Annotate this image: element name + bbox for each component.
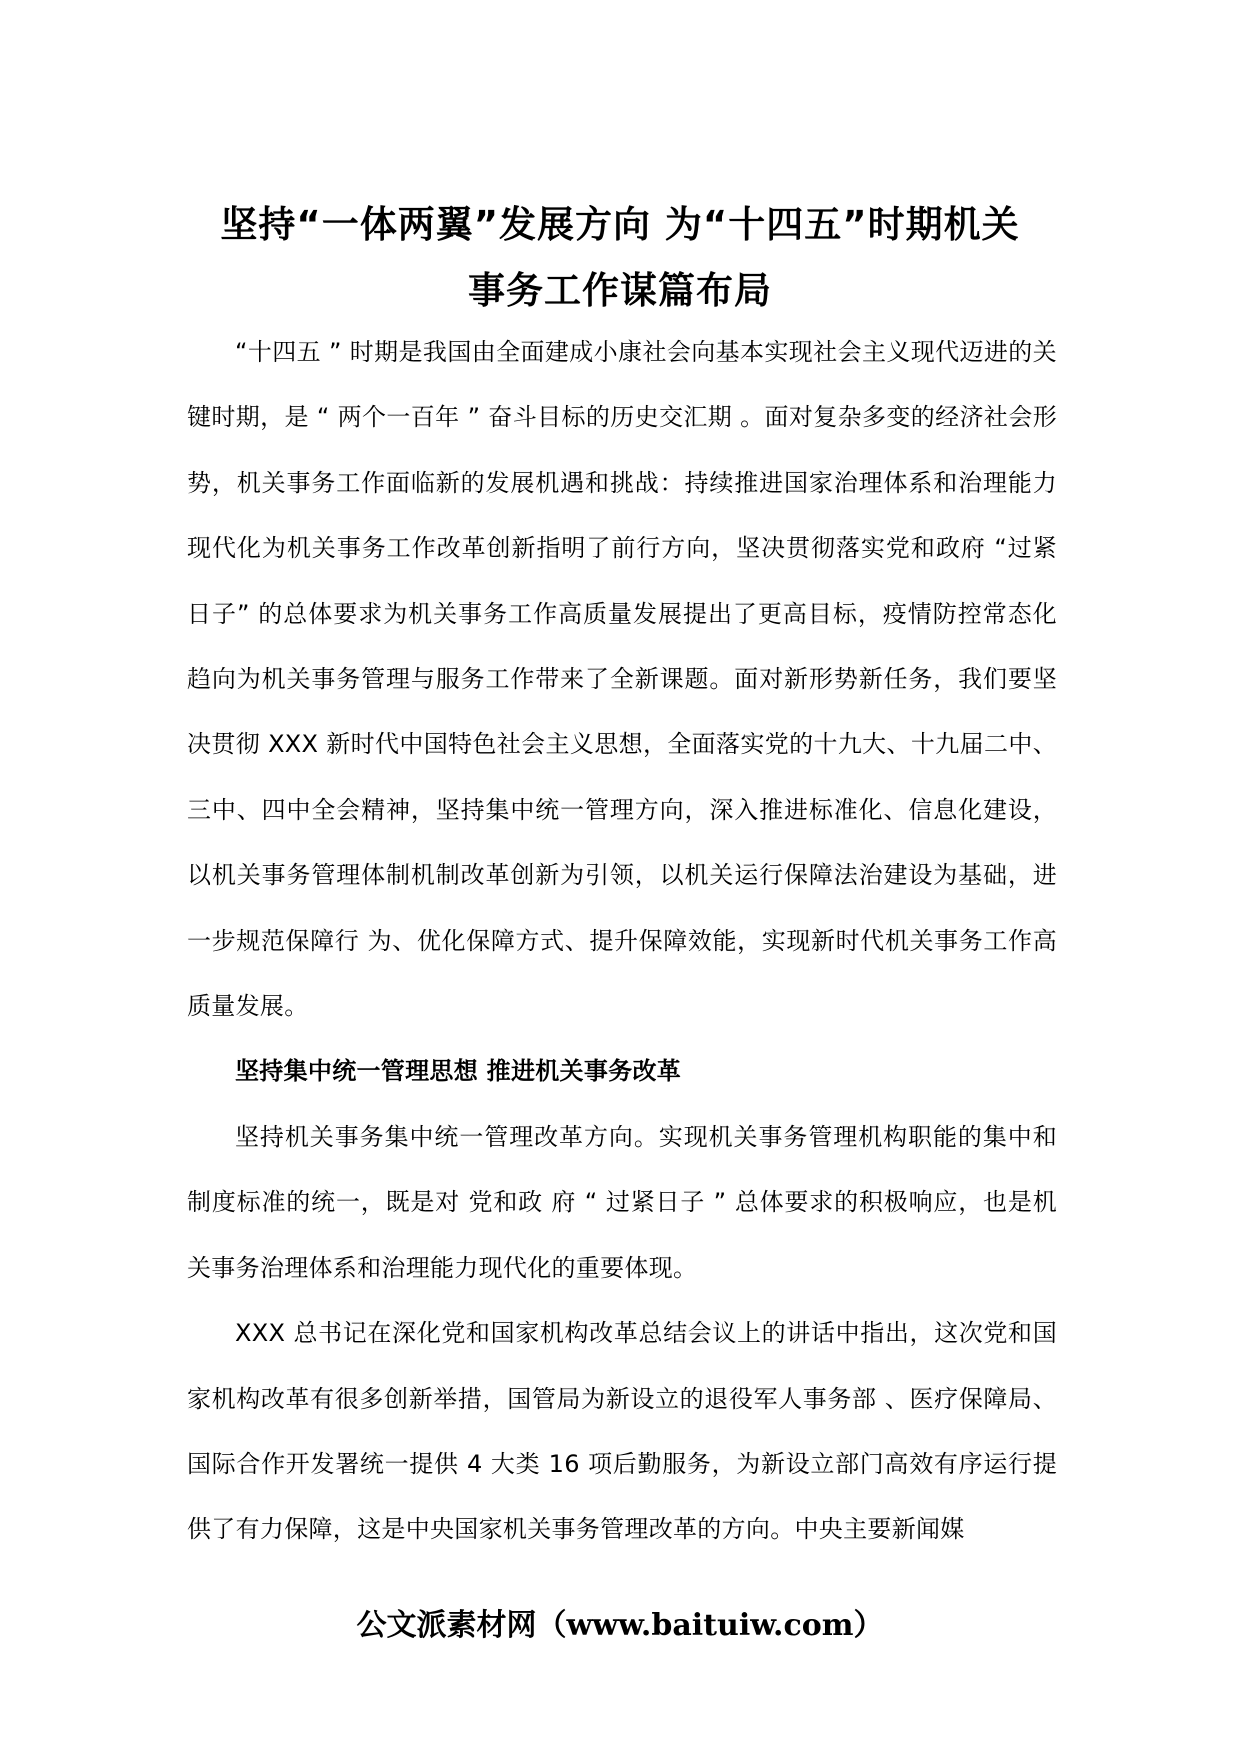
document-body [187,320,1057,1563]
intro-paragraph: “十四五 ” 时期是我国由全面建成小康社会向基本实现社会主义现代迈进的关键时期，是 “ 两个一百年 ” 奋斗目标的历史交汇期 。面对复杂多变的经济社会形势，机关事务工作面临新的发展机遇和挑战：持续推进国家治理体系和治理能力现代化为机关事务工作改革创新指明了前行方向，坚决贯彻落实党和政府 “过紧日子” 的总体要求为机关事务工作高质量发展提出了更高目标，疫情防控常态化趋向为机关事务管理与服务工作带来了全新课题。面对新形势新任务，我们要坚决贯彻 XXX 新时代中国特色社会主义思想，全面落实党的十九大、十九届二中、三中、四中全会精神，坚持集中统一管理方向，深入推进标准化、信息化建设，以机关事务管理体制机制改革创新为引领，以机关运行保障法治建设为基础，进一步规范保障行 为、优化保障方式、提升保障效能，实现新时代机关事务工作高质量发展。 [187,338,1057,1021]
title-line-1: 坚持“一体两翼”发展方向 为“十四五”时期机关 [220,203,1020,246]
section-paragraph-1: 坚持机关事务集中统一管理改革方向。实现机关事务管理机构职能的集中和制度标准的统一，既是对 党和政 府 “ 过紧日子 ” 总体要求的积极响应，也是机关事务治理体系和治理能力现代化的重要体现。 [187,1122,1057,1282]
title-line-2: 事务工作谋篇布局 [468,269,772,312]
section-heading: 坚持集中统一管理思想 推进机关事务改革 [235,1057,682,1086]
section-paragraph-2: XXX 总书记在深化党和国家机构改革总结会议上的讲话中指出，这次党和国家机构改革有很多创新举措，国管局为新设立的退役军人事务部 、医疗保障局、国际合作开发署统一提供 4 大类 16 项后勤服务，为新设立部门高效有序运行提供了有力保障，这是中央国家机关事务管理改革的方向。中央主要新闻媒 [187,1319,1057,1544]
footer-watermark: 公文派素材网（www.baituiw.com） [356,1608,884,1643]
document-title [160,192,1080,324]
